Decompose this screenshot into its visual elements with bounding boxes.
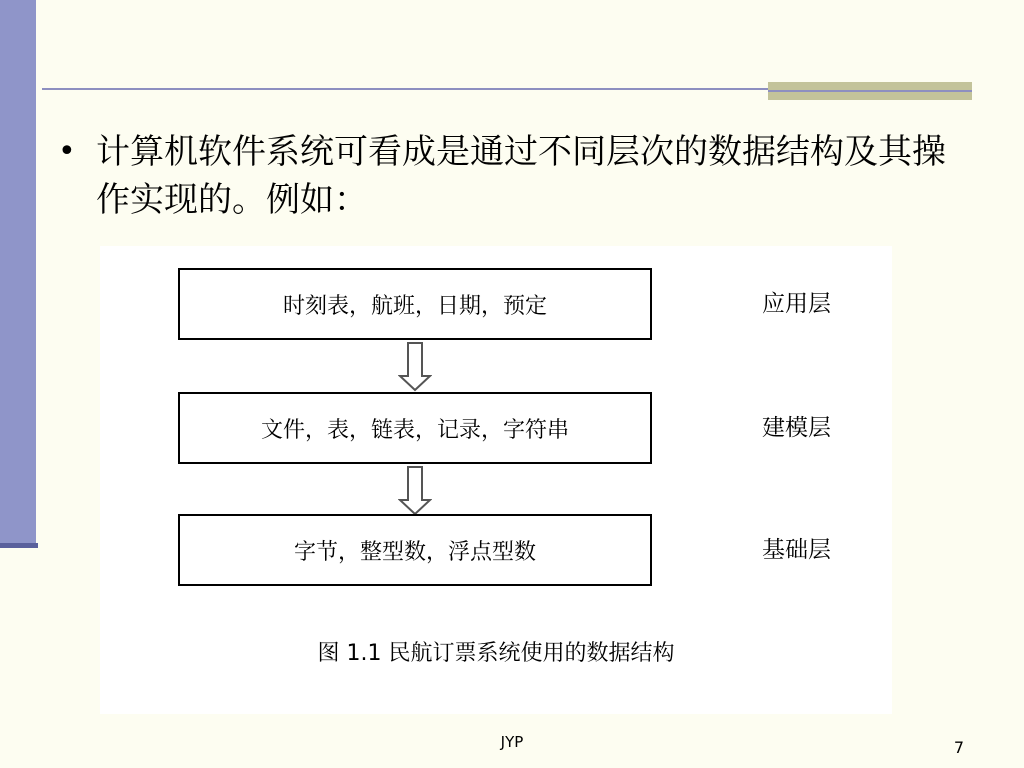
bullet-text: 计算机软件系统可看成是通过不同层次的数据结构及其操作实现的。例如：	[96, 132, 946, 220]
layer-label-application: 应用层	[762, 291, 831, 317]
down-arrow-icon	[398, 342, 432, 392]
page-number: 7	[953, 738, 964, 757]
layer-box-foundation: 字节，整型数，浮点型数	[178, 514, 652, 586]
accent-line	[768, 90, 972, 92]
layer-diagram	[100, 246, 892, 714]
layer-box-modeling: 文件，表，链表，记录，字符串	[178, 392, 652, 464]
figure-caption: 图 1.1 民航订票系统使用的数据结构	[317, 641, 675, 666]
layer-label-modeling: 建模层	[762, 415, 831, 441]
sidebar-decoration	[0, 0, 36, 548]
sidebar-underline	[0, 543, 38, 548]
bullet-icon: •	[58, 134, 76, 169]
layer-box-application: 时刻表，航班，日期，预定	[178, 268, 652, 340]
footer-text: JYP	[500, 733, 524, 751]
down-arrow-icon	[398, 466, 432, 516]
layer-label-foundation: 基础层	[762, 537, 831, 563]
